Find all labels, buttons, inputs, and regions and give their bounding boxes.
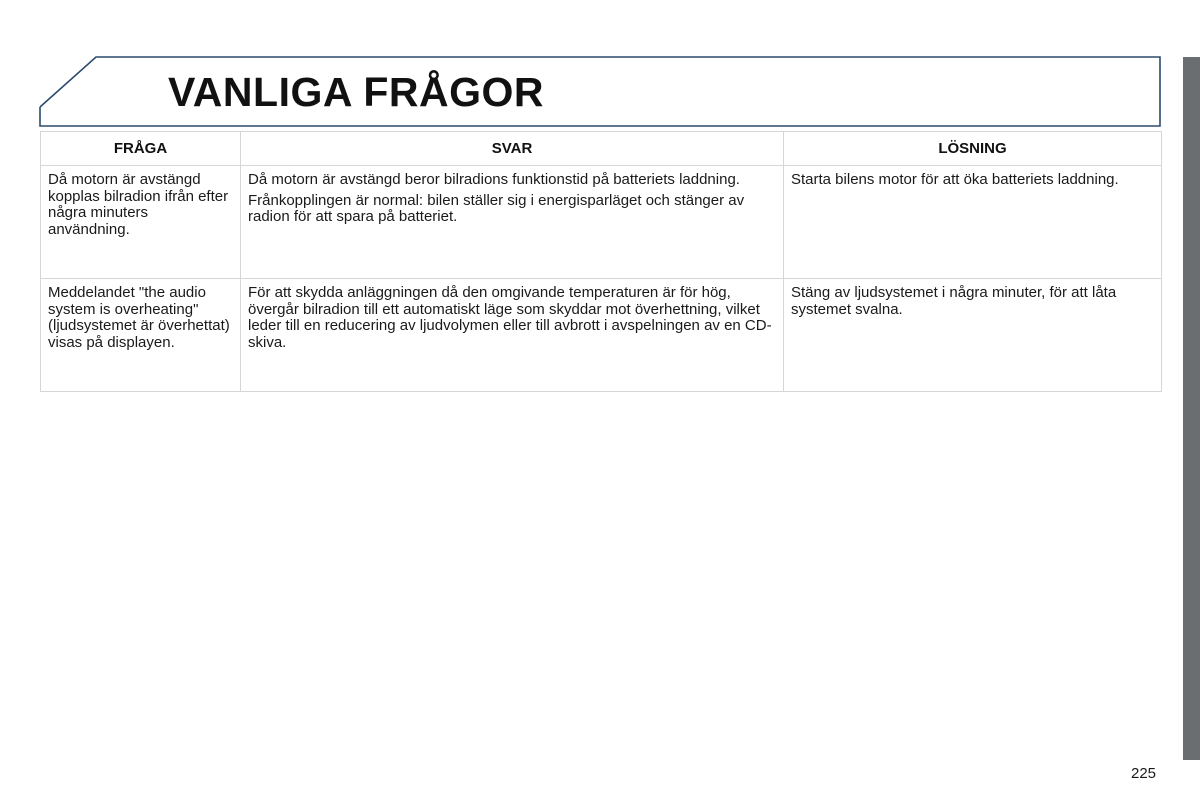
column-header-answer: SVAR (241, 132, 784, 166)
question-cell: Meddelandet "the audio system is overheating" (ljudsystemet är överhettat) visas på displayen. (41, 279, 241, 392)
solution-cell: Starta bilens motor för att öka batteriets laddning. (784, 166, 1162, 279)
table-row (41, 166, 1162, 279)
page-number: 225 (1131, 765, 1157, 782)
answer-paragraph: Då motorn är avstängd beror bilradions funktionstid på batteriets laddning. (248, 171, 740, 188)
answer-paragraph: Frånkopplingen är normal: bilen ställer sig i energisparläget och stänger av radion för att spara på batteriet. (248, 191, 745, 225)
column-header-solution: LÖSNING (784, 132, 1162, 166)
faq-table (40, 131, 1162, 392)
question-cell: Då motorn är avstängd kopplas bilradion ifrån efter några minuters användning. (41, 166, 241, 279)
solution-cell: Stäng av ljudsystemet i några minuter, för att låta systemet svalna. (784, 279, 1162, 392)
answer-cell (241, 166, 784, 279)
chapter-side-tab (1183, 57, 1200, 760)
answer-paragraph: För att skydda anläggningen då den omgivande temperaturen är för hög, övergår bilradion till ett automatiskt läge som skyddar mot överhettning, vilket leder till en reducering av ljudvolymen eller till avbrott i avspelningen av en CD-skiva. (248, 284, 772, 351)
table-row (41, 279, 1162, 392)
column-header-question: FRÅGA (41, 132, 241, 166)
answer-cell (241, 279, 784, 392)
table-header-row (41, 132, 1162, 166)
page-title: VANLIGA FRÅGOR (168, 69, 544, 115)
